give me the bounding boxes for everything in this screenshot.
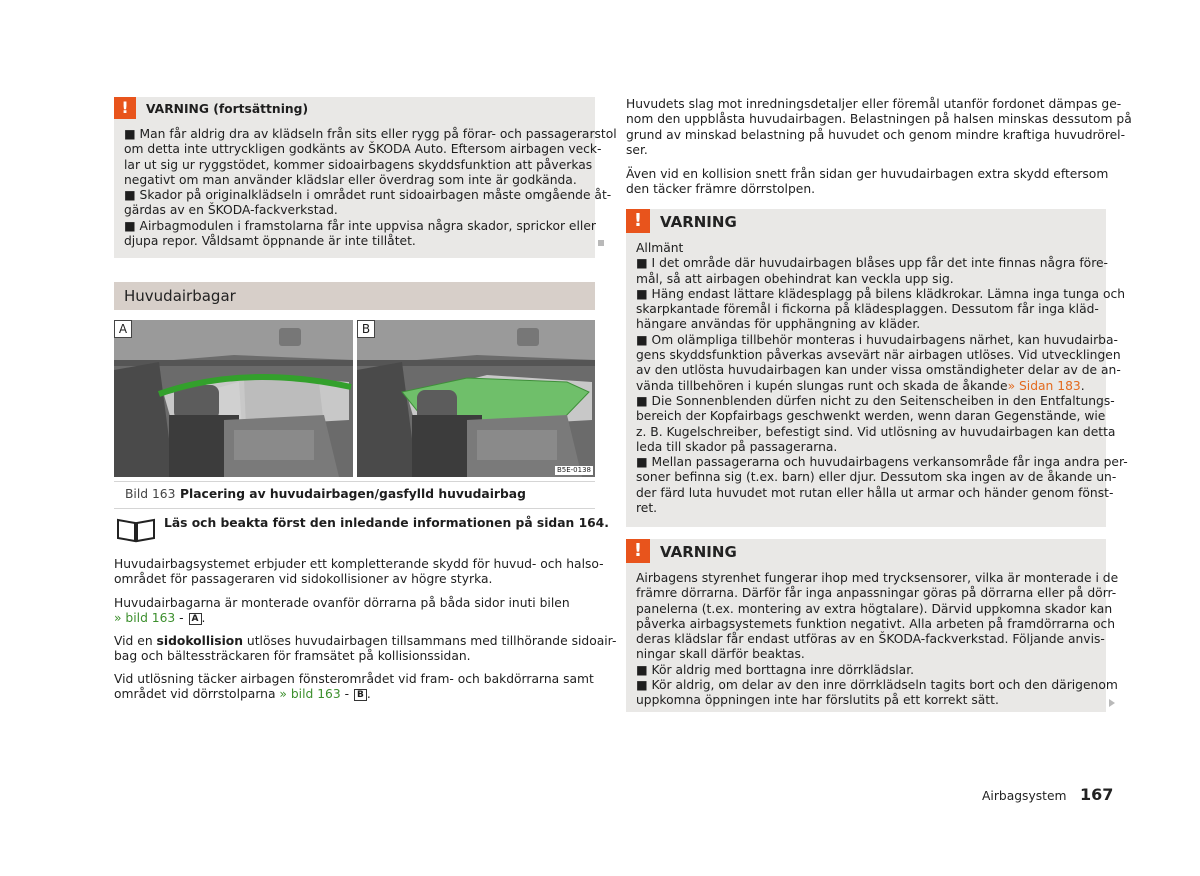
warning-line: ■ Man får aldrig dra av klädseln från sits eller rygg på förar- och passagerarstol — [124, 127, 617, 141]
figure-panel-a — [114, 320, 353, 477]
warning-icon: ! — [114, 97, 136, 119]
warning-line: uppkomna öppningen inte har förslutits på ett korrekt sätt. — [636, 693, 999, 708]
figure-caption-number: Bild 163 — [125, 487, 176, 501]
paragraph-line: Huvudairbagarna är monterade ovanför dörrarna på båda sidor inuti bilen — [114, 596, 570, 610]
warning-line: påverka airbagsystemets funktion negativt. Alla arbeten på framdörrarna och — [636, 616, 1116, 631]
warning-line: z. B. Kugelschreiber, befestigt sind. Vid utlösning av huvudairbagen kan detta — [636, 424, 1116, 439]
warning-continuation-box — [114, 97, 617, 258]
paragraph-line: nom den uppblåsta huvudairbagen. Belastningen på halsen minskas dessutom på — [626, 112, 1132, 127]
warning-line: panelerna (t.ex. montering av extra högtalare). Därvid uppkomna skador kan — [636, 601, 1113, 616]
paragraph-line: ser. — [626, 142, 648, 157]
warning-line: ■ I det område där huvudairbagen blåses upp får det inte finnas några före- — [636, 256, 1108, 271]
paragraph-line: Även vid en kollision snett från sidan ger huvudairbagen extra skydd eftersom — [626, 167, 1109, 181]
warning-box-door-sensors — [626, 539, 1119, 712]
bold-term: sidokollision — [156, 634, 244, 648]
continue-arrow-icon — [1109, 699, 1115, 707]
warning-line: bereich der Kopfairbags geschwenkt werden, wenn daran Gegenstände, wie — [636, 409, 1106, 424]
figure-label-a: A — [114, 320, 132, 338]
warning-line: djupa repor. Våldsamt öppnande är inte tillåtet. — [124, 234, 416, 249]
warning-line: deras klädslar får endast utföras av en ŠKODA-fackverkstad. Följande anvis- — [636, 632, 1105, 647]
figure-code: B5E-0138 — [556, 466, 591, 474]
warning-line: negativt om man använder klädslar eller överdrag som inte är godkända. — [124, 172, 577, 187]
paragraph-4: Vid utlösning täcker airbagen fönsterområdet vid fram- och bakdörrarna samt området vid dörrstolparna » bild 163 - B . — [114, 672, 594, 702]
warning-title: VARNING — [660, 213, 737, 231]
warning-icon: ! — [626, 209, 650, 233]
warning-subtitle: Allmänt — [636, 241, 684, 255]
page-reference-link[interactable]: » Sidan 183 — [1007, 378, 1081, 393]
section-title-bar — [114, 282, 595, 310]
warning-continuation-title: VARNING (fortsättning) — [146, 102, 309, 116]
figure-reference-link[interactable]: » bild 163 — [114, 611, 176, 626]
warning-line: ret. — [636, 501, 658, 516]
warning-title: VARNING — [660, 543, 737, 561]
figure-caption-text: Placering av huvudairbagen/gasfylld huvudairbag — [180, 487, 526, 501]
figure-reference-link[interactable]: » bild 163 — [279, 687, 341, 702]
warning-line: ■ Mellan passagerarna och huvudairbagens verkansområde får inga andra per- — [636, 455, 1128, 470]
paragraph-line: Huvudairbagsystemet erbjuder ett kompletterande skydd för huvud- och halso- — [114, 557, 604, 571]
book-icon — [116, 517, 156, 547]
paragraph-line: bag och bältessträckaren för framsätet på kollisionssidan. — [114, 649, 471, 664]
warning-line: ■ Skador på originalklädseln i området runt sidoairbagen måste omgående åt- — [124, 188, 612, 203]
page-number: 167 — [1080, 785, 1114, 804]
warning-line: der färd luta huvudet mot rutan eller hålla ut armar och händer genom fönst- — [636, 485, 1114, 500]
paragraph-3: Vid en sidokollision utlöses huvudairbagen tillsammans med tillhörande sidoair- bag och bältessträckaren för framsätet på kollisionssidan. — [114, 634, 617, 664]
paragraph-line: området för passageraren vid sidokollisioner av högre styrka. — [114, 572, 493, 587]
warning-line: ■ Airbagmodulen i framstolarna får inte uppvisa några skador, sprickor eller — [124, 218, 596, 233]
warning-line: ■ Die Sonnenblenden dürfen nicht zu den Seitenscheiben in den Entfaltungs- — [636, 393, 1115, 408]
footer-section-name: Airbagsystem — [982, 789, 1067, 803]
warning-line: hängare användas för upphängning av kläder. — [636, 317, 921, 332]
warning-line: skarpkantade föremål i fickorna på klädesplaggen. Dessutom får inga kläd- — [636, 302, 1099, 317]
warning-line: ■ Häng endast lättare klädesplagg på bilens klädkrokar. Lämna inga tunga och — [636, 286, 1126, 301]
figure-panel-b — [357, 320, 595, 477]
paragraph-line: grund av minskad belastning på huvudet och genom mindre kraftiga huvudrörel- — [626, 127, 1126, 142]
warning-continuation-body — [124, 127, 617, 249]
warning-line: ■ Kör aldrig med borttagna inre dörrklädslar. — [636, 662, 915, 677]
warning-line: mål, så att airbagen obehindrat kan veckla upp sig. — [636, 271, 954, 286]
paragraph-line: Huvudets slag mot inredningsdetaljer eller föremål utanför fordonet dämpas ge- — [626, 97, 1122, 111]
warning-line: Airbagens styrenhet fungerar ihop med trycksensorer, vilka är monterade i de — [636, 571, 1119, 585]
warning-line: gens skyddsfunktion påverkas avsevärt när airbagen utlöses. Vid utvecklingen — [636, 348, 1121, 363]
end-marker-icon — [598, 240, 604, 246]
warning-line: lar ut sig ur ryggstödet, kommer sidoairbagens skyddsfunktion att påverkas — [124, 157, 593, 172]
warning-box-general — [626, 209, 1128, 527]
warning-line: av den utlösta huvudairbagen kan under vissa omständigheter delar av de an- — [636, 363, 1121, 378]
warning-icon: ! — [626, 539, 650, 563]
warning-line: soner befinna sig (t.ex. barn) eller djur. Dessutom ska ingen av de åkande un- — [636, 470, 1117, 485]
warning-line: främre dörrarna. Därför får inga anpassningar göras på dörrarna eller på dörr- — [636, 586, 1117, 601]
figure-caption — [114, 481, 595, 509]
warning-line: gärdas av en ŠKODA-fackverkstad. — [124, 203, 338, 218]
warning-body: Allmänt ■ I det område där huvudairbagen blåses upp får det inte finnas några före- mål, så att airbagen obehindrat kan veckla upp sig. ■ Häng endast lättare klädesplagg på bilens klädkrokar. Lämna inga tunga och skarpkantade föremål i fickorna på klädesplaggen. Dessutom får inga kläd- hängare användas för upphängning av kläder. ■ Om olämpliga tillbehör monteras i huvudairbagens närhet, kan huvudairba- gens skyddsfunktion påverkas avsevärt när airbagen utlöses. Vid utvecklingen av den utlösta huvudairbagen kan under vissa omständigheter delar av de an- vända tillbehören i kupén slungas runt och skada de åkande» Sidan 183. ■ Die Sonnenblenden dürfen nicht zu den Seitenscheiben in den Entfaltungs- bereich der Kopfairbags geschwenkt werden, wenn daran Gegenstände, wie z. B. Kugelschreiber, befestigt sind. Vid utlösning av huvudairbagen kan detta leda till skador på passagerarna. ■ Mellan passagerarna och huvudairbagens verkansområde får inga andra per- soner befinna sig (t.ex. barn) eller djur. Dessutom ska ingen av de åkande un- der färd luta huvudet mot rutan eller hålla ut armar och händer genom fönst- ret. — [636, 241, 1128, 516]
warning-line: ■ Om olämpliga tillbehör monteras i huvudairbagens närhet, kan huvudairba- — [636, 332, 1118, 347]
warning-line: om detta inte uttryckligen godkänts av ŠKODA Auto. Eftersom airbagen veck- — [124, 142, 602, 157]
read-note: Läs och beakta först den inledande informationen på sidan 164. — [164, 516, 609, 530]
warning-line: leda till skador på passagerarna. — [636, 439, 838, 454]
paragraph-line: Vid utlösning täcker airbagen fönsterområdet vid fram- och bakdörrarna samt — [114, 672, 594, 686]
car-interior-illustration-a — [114, 320, 353, 477]
intro-paragraph-2 — [626, 167, 1109, 198]
figure-label-b: B — [357, 320, 375, 338]
paragraph-1 — [114, 557, 604, 588]
intro-paragraph-1 — [626, 97, 1132, 158]
paragraph-2: Huvudairbagarna är monterade ovanför dörrarna på båda sidor inuti bilen » bild 163 - A . — [114, 596, 595, 627]
warning-line: ningar skall därför beaktas. — [636, 647, 805, 662]
car-interior-illustration-b — [357, 320, 595, 477]
paragraph-line: den täcker främre dörrstolpen. — [626, 182, 816, 197]
section-title: Huvudairbagar — [124, 287, 236, 305]
warning-body — [636, 571, 1119, 709]
figure-key-b: B — [354, 689, 367, 701]
figure-key-a: A — [189, 613, 202, 625]
warning-line: ■ Kör aldrig, om delar av den inre dörrklädseln tagits bort och den därigenom — [636, 678, 1118, 693]
